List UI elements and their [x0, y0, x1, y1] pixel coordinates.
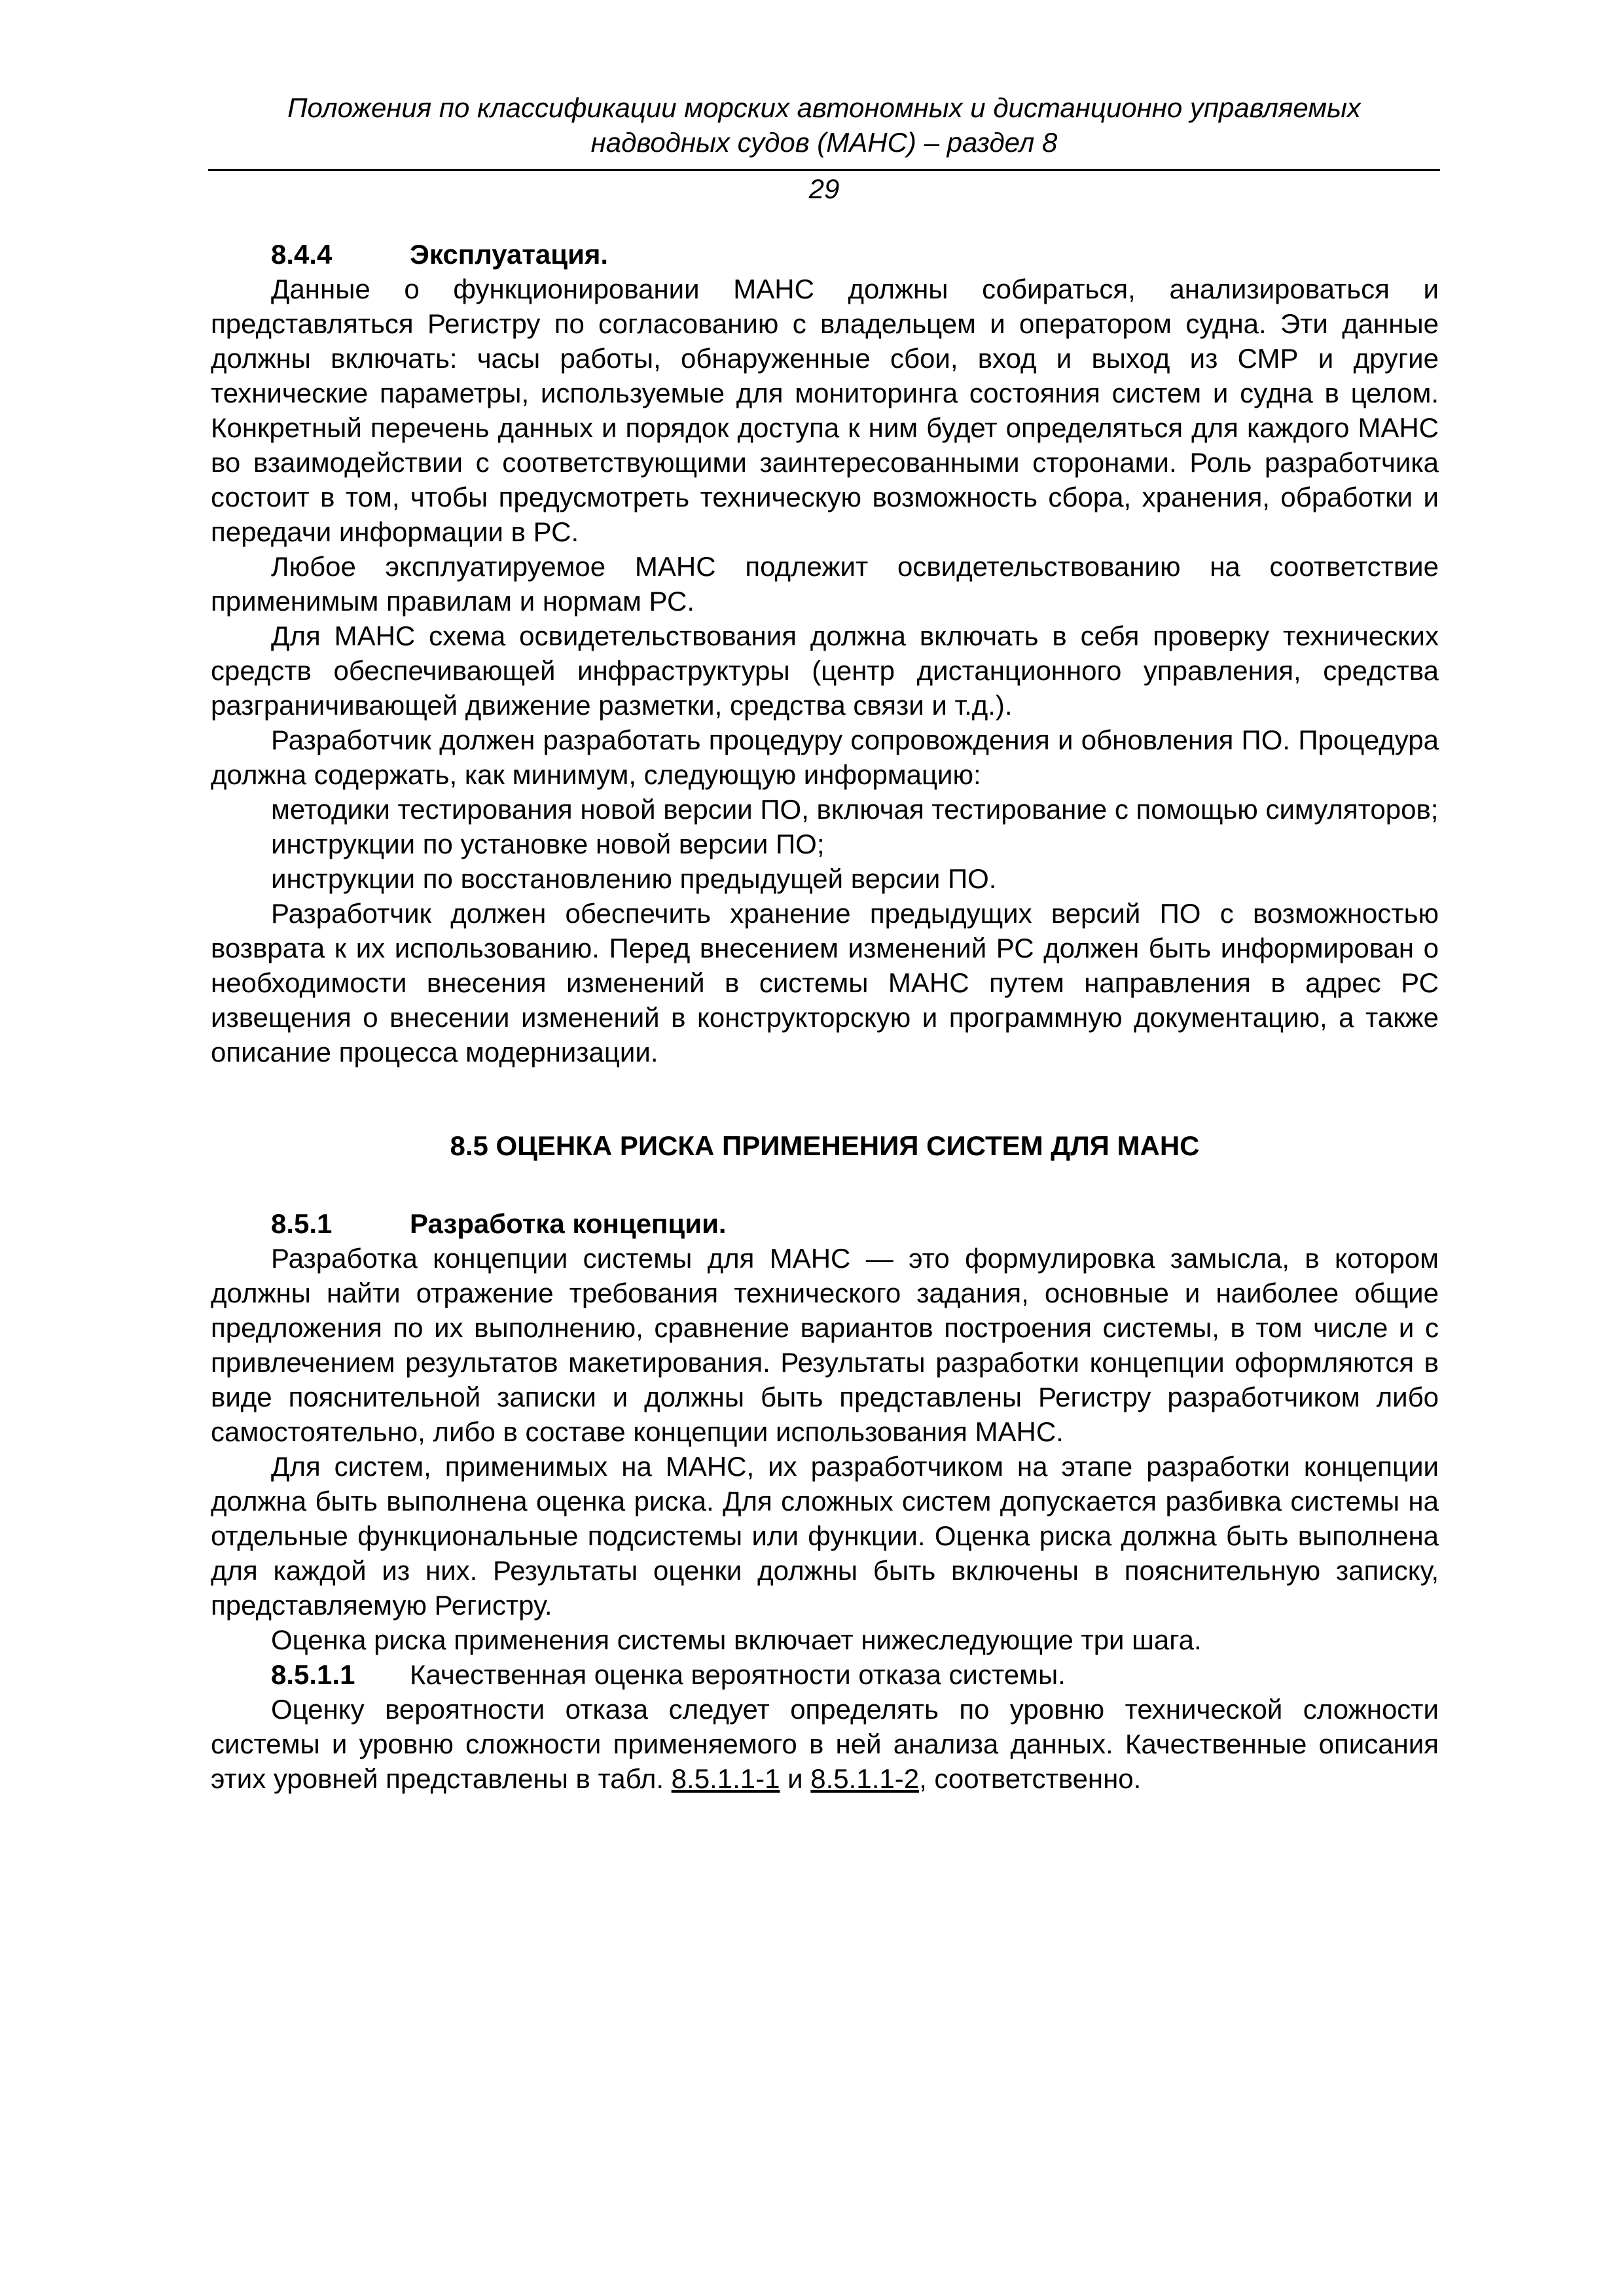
section-8-5-title: 8.5 ОЦЕНКА РИСКА ПРИМЕНЕНИЯ СИСТЕМ ДЛЯ МАНС [450, 1130, 1200, 1161]
paragraph-text: и [787, 1763, 803, 1794]
section-title: Эксплуатация. [410, 239, 609, 270]
paragraph: Для МАНС схема освидетельствования должна включать в себя проверку технических средств обеспечивающей инфраструктуры (центр дистанционного управления, средства разграничивающей движение разметки, средства связи и т.д.). [211, 620, 1439, 721]
list-item: инструкции по установке новой версии ПО; [271, 829, 825, 859]
section-number: 8.5.1.1 [271, 1659, 355, 1690]
paragraph-text: , соответственно. [919, 1763, 1142, 1794]
section-number: 8.4.4 [271, 239, 333, 270]
paragraph: Разработчик должен разработать процедуру сопровождения и обновления ПО. Процедура должна содержать, как минимум, следующую информацию: [211, 725, 1439, 790]
section-8-4-4-heading [211, 237, 1439, 272]
header-line-2: надводных судов (МАНС) – раздел 8 [590, 127, 1058, 158]
page-number: 29 [808, 173, 840, 204]
table-ref-link[interactable]: 8.5.1.1-2 [810, 1763, 920, 1794]
header-divider [208, 169, 1440, 171]
paragraph: Данные о функционировании МАНС должны собираться, анализироваться и представляться Регистру по согласованию с владельцем и оператором судна. Эти данные должны включать: часы работы, обнаруженные сбои, вход и выход из СМР и другие технические параметры, используемые для мониторинга состояния систем и судна в целом. Конкретный перечень данных и порядок доступа к ним будет определяться для каждого МАНС во взаимодействии с соответствующими заинтересованными сторонами. Роль разработчика состоит в том, чтобы предусмотреть техническую возможность сбора, хранения, обработки и передачи информации в РС. [211, 274, 1439, 547]
paragraph: Любое эксплуатируемое МАНС подлежит освидетельствованию на соответствие применимым правилам и нормам РС. [211, 551, 1439, 617]
paragraph: Для систем, применимых на МАНС, их разработчиком на этапе разработки концепции должна быть выполнена оценка риска. Для сложных систем допускается разбивка системы на отдельные функциональные подсистемы или функции. Оценка риска должна быть выполнена для каждой из них. Результаты оценки должны быть включены в пояснительную записку, представляемую Регистру. [211, 1451, 1439, 1621]
list-item: инструкции по восстановлению предыдущей версии ПО. [271, 863, 997, 894]
running-header [208, 90, 1440, 160]
section-8-5-1-heading [211, 1206, 1439, 1241]
section-number: 8.5.1 [271, 1208, 333, 1239]
paragraph: Разработчик должен обеспечить хранение предыдущих версий ПО с возможностью возврата к их использованию. Перед внесением изменений РС должен быть информирован о необходимости внесения изменений в системы МАНС путем направления в адрес РС извещения о внесении изменений в конструкторскую и программную документацию, а также описание процесса модернизации. [211, 898, 1439, 1067]
table-ref-link[interactable]: 8.5.1.1-1 [671, 1763, 780, 1794]
section-8-5-1-1-heading [211, 1657, 1439, 1692]
page-body [211, 237, 1439, 1796]
section-title: Разработка концепции. [410, 1208, 727, 1239]
header-line-1: Положения по классификации морских автономных и дистанционно управляемых [287, 92, 1361, 123]
list-item: методики тестирования новой версии ПО, включая тестирование с помощью симуляторов; [271, 794, 1439, 825]
paragraph: Разработка концепции системы для МАНС — это формулировка замысла, в котором должны найти отражение требования технического задания, основные и наиболее общие предложения по их выполнению, сравнение вариантов построения системы, в том числе и с привлечением результатов макетирования. Результаты разработки концепции оформляются в виде пояснительной записки и должны быть представлены Регистру разработчиком либо самостоятельно, либо в составе концепции использования МАНС. [211, 1243, 1439, 1447]
paragraph: Оценка риска применения системы включает нижеследующие три шага. [271, 1624, 1202, 1655]
section-title: Качественная оценка вероятности отказа системы. [410, 1659, 1066, 1690]
paragraph-with-table-refs [211, 1692, 1439, 1796]
paragraph-text: Оценку вероятности отказа следует определять по уровню технической сложности системы и уровню сложности применяемого в ней анализа данных. Качественные описания этих уровней представлены в табл. [211, 1694, 1439, 1794]
